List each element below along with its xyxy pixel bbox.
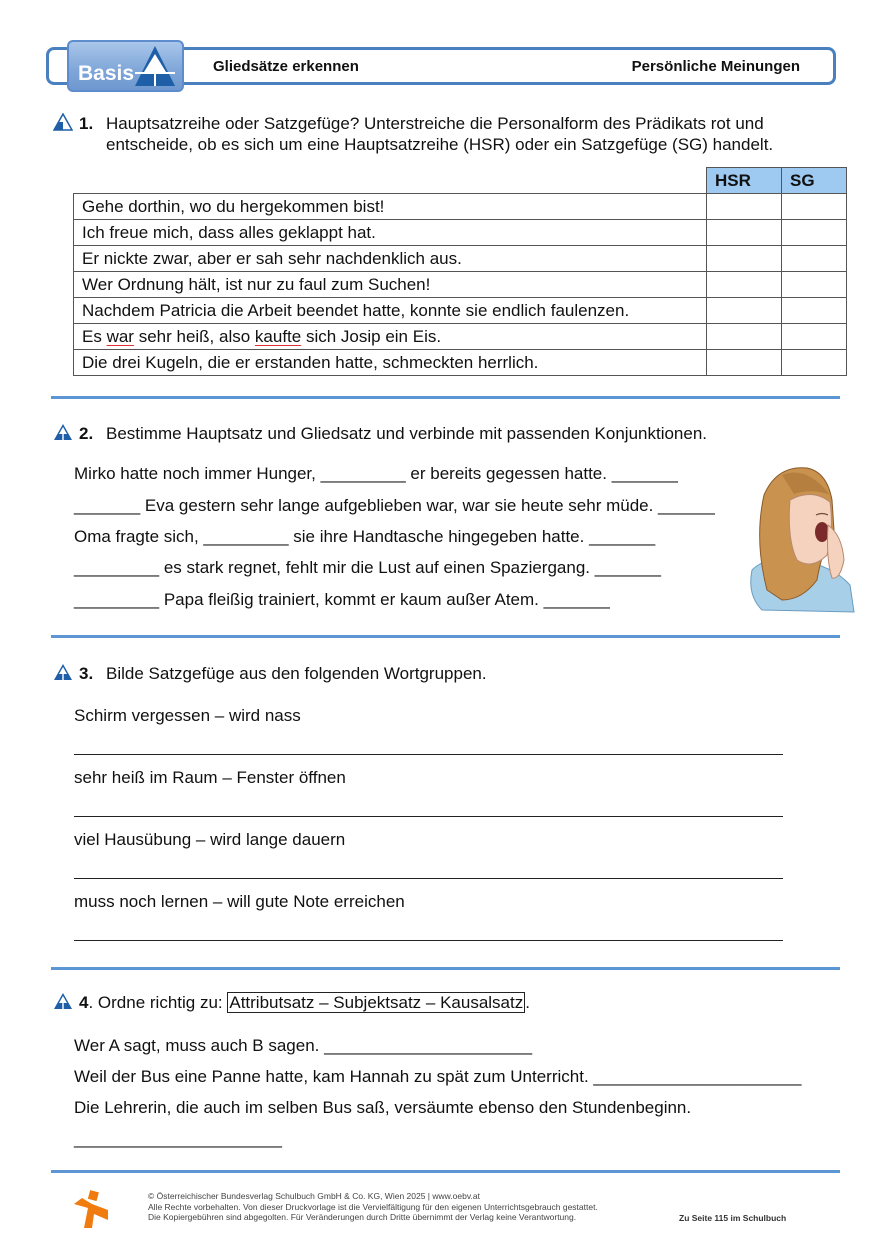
word-group-prompt: Schirm vergessen – wird nass [74,706,301,725]
example-text: Es [82,326,107,346]
task-4-number: 4 [79,993,89,1012]
underlined-verb: kaufte [254,326,302,346]
answer-line[interactable] [74,816,783,817]
table-header-empty [74,168,707,194]
hsr-checkbox-cell[interactable] [707,350,782,376]
task-2-instruction: Bestimme Hauptsatz und Gliedsatz und verbinde mit passenden Konjunktionen. [106,424,708,443]
sentence-cell: Wer Ordnung hält, ist nur zu faul zum Suchen! [74,272,707,298]
sg-checkbox-cell[interactable] [782,324,847,350]
column-sg: SG [782,168,847,194]
fill-in-sentence[interactable]: _______ Eva gestern sehr lange aufgeblieben war, war sie heute sehr müde. ______ [74,496,715,515]
classify-sentence[interactable]: Wer A sagt, muss auch B sagen. ______________________ [74,1036,533,1055]
example-text: sehr heiß, also [133,326,255,346]
task-3-instruction: Bilde Satzgefüge aus den folgenden Wortgruppen. [106,664,487,683]
sg-checkbox-cell[interactable] [782,220,847,246]
fill-in-sentence[interactable]: _________ es stark regnet, fehlt mir die Lust auf einen Spaziergang. _______ [74,558,661,577]
sg-checkbox-cell[interactable] [782,194,847,220]
hsr-checkbox-cell[interactable] [707,220,782,246]
column-hsr: HSR [707,168,782,194]
table-row [74,194,847,220]
classify-sentence: Die Lehrerin, die auch im selben Bus saß, versäumte ebenso den Stundenbeginn. [74,1098,692,1117]
answer-line[interactable] [74,754,783,755]
task-1-number: 1. [79,114,94,133]
section-divider [51,396,840,399]
sentence-cell-example [74,324,707,350]
hsr-checkbox-cell[interactable] [707,246,782,272]
liability-line: Die Kopiergebühren sind abgegolten. Für Veränderungen durch Dritte übernimmt der Verlag keine Verantwortung. [148,1212,577,1222]
table-row [74,298,847,324]
answer-line[interactable] [74,878,783,879]
answer-line[interactable] [74,940,783,941]
hsr-checkbox-cell[interactable] [707,298,782,324]
sentence-cell: Gehe dorthin, wo du hergekommen bist! [74,194,707,220]
fill-in-sentence[interactable]: Oma fragte sich, _________ sie ihre Handtasche hingegeben hatte. _______ [74,527,656,546]
logo-text: Basis [78,62,135,85]
word-group-prompt: viel Hausübung – wird lange dauern [74,830,346,849]
hsr-checkbox-cell[interactable] [707,194,782,220]
textbook-page-reference: Zu Seite 115 im Schulbuch [679,1213,787,1223]
yawning-girl-illustration [742,460,857,615]
table-row [74,350,847,376]
underlined-verb: war [106,326,134,346]
hsr-checkbox-cell[interactable] [707,272,782,298]
level-pyramid-icon [53,663,73,681]
section-divider [51,967,840,970]
copyright-line: © Österreichischer Bundesverlag Schulbuch GmbH & Co. KG, Wien 2025 | www.oebv.at [148,1191,480,1201]
section-divider [51,635,840,638]
task-3-number: 3. [79,664,94,683]
sg-checkbox-cell[interactable] [782,272,847,298]
level-pyramid-icon [53,113,73,131]
table-row-example [74,324,847,350]
answer-blank[interactable]: ______________________ [74,1129,283,1148]
word-group-prompt: sehr heiß im Raum – Fenster öffnen [74,768,346,787]
basis-logo [67,40,184,92]
worksheet-title: Gliedsätze erkennen [213,58,359,75]
task-4-suffix: . [525,993,530,1012]
level-pyramid-icon [53,423,73,441]
hsr-sg-table [73,167,847,376]
level-pyramid-icon [53,992,73,1010]
options-box: Attributsatz – Subjektsatz – Kausalsatz [229,993,524,1012]
table-row [74,220,847,246]
copyright-notice [148,1191,598,1223]
task-2-number: 2. [79,424,94,443]
word-group-prompt: muss noch lernen – will gute Note erreichen [74,892,405,911]
table-row [74,246,847,272]
section-divider [51,1170,840,1173]
rights-line: Alle Rechte vorbehalten. Von dieser Druckvorlage ist die Vervielfältigung für den eigenen Unterrichtsgebrauch gestattet. [148,1201,598,1212]
classify-sentence[interactable]: Weil der Bus eine Panne hatte, kam Hannah zu spät zum Unterricht. ______________________ [74,1067,802,1086]
sentence-cell: Nachdem Patricia die Arbeit beendet hatte, konnte sie endlich faulenzen. [74,298,707,324]
pyramid-icon [133,44,177,88]
task-1-instruction-cont: entscheide, ob es sich um eine Hauptsatzreihe (HSR) oder ein Satzgefüge (SG) handelt. [106,135,774,154]
fill-in-sentence[interactable]: _________ Papa fleißig trainiert, kommt er kaum außer Atem. _______ [74,590,610,609]
sg-checkbox-cell[interactable] [782,350,847,376]
sentence-cell: Ich freue mich, dass alles geklappt hat. [74,220,707,246]
task-4-instruction [79,993,530,1013]
sentence-cell: Die drei Kugeln, die er erstanden hatte, schmeckten herrlich. [74,350,707,376]
publisher-logo-icon [72,1190,110,1230]
task-4-prefix: . Ordne richtig zu: [88,993,228,1012]
example-text: sich Josip ein Eis. [301,326,442,346]
worksheet-topic: Persönliche Meinungen [631,58,800,75]
table-header-row [74,168,847,194]
task-1-instruction: Hauptsatzreihe oder Satzgefüge? Unterstreiche die Personalform des Prädikats rot und [106,114,764,133]
sg-checkbox-cell[interactable] [782,298,847,324]
fill-in-sentence[interactable]: Mirko hatte noch immer Hunger, _________ er bereits gegessen hatte. _______ [74,464,678,483]
sg-checkbox-cell[interactable] [782,246,847,272]
table-row [74,272,847,298]
sentence-cell: Er nickte zwar, aber er sah sehr nachdenklich aus. [74,246,707,272]
hsr-checkbox-cell[interactable] [707,324,782,350]
